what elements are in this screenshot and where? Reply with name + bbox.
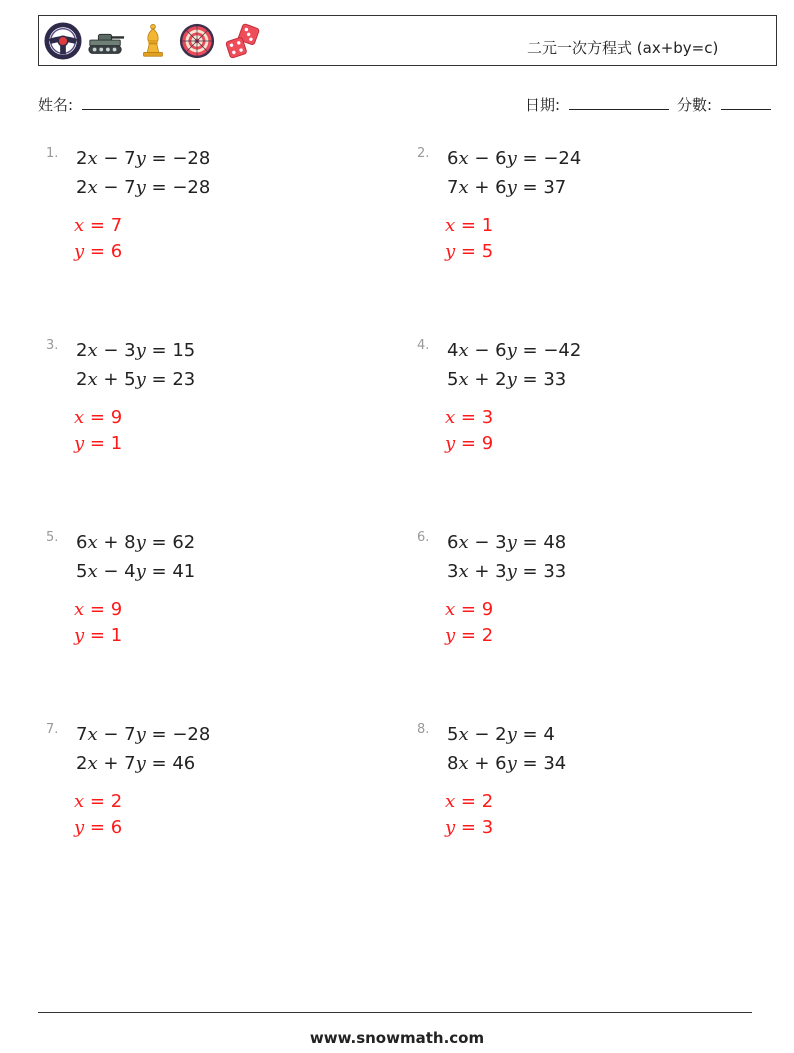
equation-2: 5x − 4y = 41 (76, 561, 196, 582)
coef-b: 7 (124, 724, 136, 745)
answer-y-value: 2 (481, 625, 494, 646)
constant: 33 (543, 561, 567, 582)
problem-number: 3. (46, 338, 59, 353)
constant: −28 (172, 724, 211, 745)
score-blank[interactable] (721, 95, 771, 110)
answer-x-value: 2 (481, 791, 494, 812)
answer-y-value: 1 (110, 433, 123, 454)
operator: − (474, 148, 490, 169)
answer-y: y = 9 (445, 433, 494, 454)
answer-x: x = 1 (445, 215, 494, 236)
worksheet-title: 二元一次方程式 (ax+by=c) (527, 39, 719, 57)
worksheet-header (38, 15, 777, 66)
coef-a: 7 (76, 724, 88, 745)
coef-b: 5 (124, 369, 136, 390)
coef-a: 5 (447, 724, 459, 745)
steering-wheel-icon (44, 22, 82, 60)
name-blank[interactable] (82, 95, 200, 110)
constant: 62 (172, 532, 196, 553)
coef-b: 2 (495, 724, 507, 745)
answer-x: x = 3 (445, 407, 494, 428)
operator: − (474, 724, 490, 745)
equation-2: 5x + 2y = 33 (447, 369, 567, 390)
answer-y-value: 1 (110, 625, 123, 646)
coef-b: 3 (124, 340, 136, 361)
coef-b: 4 (124, 561, 136, 582)
constant: 48 (543, 532, 567, 553)
date-blank[interactable] (569, 95, 669, 110)
answer-x-value: 3 (481, 407, 494, 428)
coef-a: 7 (447, 177, 459, 198)
equation-1: 2x − 3y = 15 (76, 340, 196, 361)
answer-y-value: 3 (481, 817, 494, 838)
answer-x-value: 7 (110, 215, 123, 236)
operator: + (103, 369, 119, 390)
answer-x: x = 7 (74, 215, 123, 236)
constant: −28 (172, 177, 211, 198)
operator: + (103, 753, 119, 774)
constant: 46 (172, 753, 196, 774)
constant: 34 (543, 753, 567, 774)
answer-x-value: 1 (481, 215, 494, 236)
answer-y: y = 5 (445, 241, 494, 262)
constant: −28 (172, 148, 211, 169)
coef-a: 6 (447, 532, 459, 553)
coef-a: 2 (76, 177, 88, 198)
answer-y-value: 9 (481, 433, 494, 454)
coef-a: 2 (76, 148, 88, 169)
answer-x: x = 9 (74, 407, 123, 428)
name-label: 姓名: (38, 96, 74, 114)
coef-a: 6 (447, 148, 459, 169)
equation-2: 2x − 7y = −28 (76, 177, 211, 198)
score-field (677, 94, 771, 115)
coef-b: 7 (124, 148, 136, 169)
equation-2: 2x + 7y = 46 (76, 753, 196, 774)
coef-a: 2 (76, 369, 88, 390)
answer-y-value: 6 (110, 817, 123, 838)
equation-1: 7x − 7y = −28 (76, 724, 211, 745)
chess-bishop-icon (134, 22, 172, 60)
problem-2 (417, 146, 717, 306)
dartboard-icon (178, 22, 216, 60)
coef-a: 8 (447, 753, 459, 774)
answer-y: y = 6 (74, 817, 123, 838)
coef-b: 6 (495, 753, 507, 774)
equation-1: 5x − 2y = 4 (447, 724, 555, 745)
answer-x: x = 9 (445, 599, 494, 620)
equation-2: 7x + 6y = 37 (447, 177, 567, 198)
operator: + (103, 532, 119, 553)
constant: 41 (172, 561, 196, 582)
date-label: 日期: (525, 96, 561, 114)
problem-number: 7. (46, 722, 59, 737)
equation-2: 2x + 5y = 23 (76, 369, 196, 390)
operator: + (474, 369, 490, 390)
answer-x-value: 9 (481, 599, 494, 620)
coef-b: 6 (495, 148, 507, 169)
equation-1: 6x − 6y = −24 (447, 148, 582, 169)
problem-number: 6. (417, 530, 430, 545)
problem-number: 1. (46, 146, 59, 161)
equation-2: 8x + 6y = 34 (447, 753, 567, 774)
constant: −24 (543, 148, 582, 169)
dice-icon (223, 22, 261, 60)
footer-divider (38, 1012, 752, 1013)
problem-number: 4. (417, 338, 430, 353)
operator: + (474, 561, 490, 582)
answer-x: x = 9 (74, 599, 123, 620)
coef-a: 3 (447, 561, 459, 582)
coef-b: 6 (495, 340, 507, 361)
coef-b: 3 (495, 561, 507, 582)
operator: − (103, 340, 119, 361)
equation-1: 4x − 6y = −42 (447, 340, 582, 361)
answer-y: y = 1 (74, 433, 123, 454)
coef-a: 5 (447, 369, 459, 390)
coef-b: 7 (124, 177, 136, 198)
coef-b: 6 (495, 177, 507, 198)
equation-1: 6x − 3y = 48 (447, 532, 567, 553)
equation-2: 3x + 3y = 33 (447, 561, 567, 582)
equation-1: 6x + 8y = 62 (76, 532, 196, 553)
operator: + (474, 177, 490, 198)
coef-b: 8 (124, 532, 136, 553)
problem-3 (46, 338, 346, 498)
answer-y: y = 1 (74, 625, 123, 646)
problem-8 (417, 722, 717, 882)
coef-a: 6 (76, 532, 88, 553)
answer-x: x = 2 (74, 791, 123, 812)
operator: − (474, 532, 490, 553)
constant: 15 (172, 340, 196, 361)
coef-a: 4 (447, 340, 459, 361)
answer-x: x = 2 (445, 791, 494, 812)
problem-number: 2. (417, 146, 430, 161)
coef-b: 7 (124, 753, 136, 774)
problem-5 (46, 530, 346, 690)
problem-number: 8. (417, 722, 430, 737)
coef-a: 2 (76, 753, 88, 774)
answer-y-value: 6 (110, 241, 123, 262)
equation-1: 2x − 7y = −28 (76, 148, 211, 169)
constant: 37 (543, 177, 567, 198)
answer-y: y = 2 (445, 625, 494, 646)
date-field (525, 94, 669, 115)
operator: − (103, 724, 119, 745)
constant: 33 (543, 369, 567, 390)
name-field (38, 94, 200, 115)
problem-7 (46, 722, 346, 882)
answer-y-value: 5 (481, 241, 494, 262)
operator: − (103, 177, 119, 198)
answer-x-value: 2 (110, 791, 123, 812)
score-label: 分數: (677, 96, 713, 114)
constant: −42 (543, 340, 582, 361)
answer-y: y = 6 (74, 241, 123, 262)
coef-b: 2 (495, 369, 507, 390)
answer-x-value: 9 (110, 407, 123, 428)
problem-6 (417, 530, 717, 690)
coef-a: 5 (76, 561, 88, 582)
problem-4 (417, 338, 717, 498)
constant: 23 (172, 369, 196, 390)
operator: + (474, 753, 490, 774)
operator: − (103, 148, 119, 169)
operator: − (474, 340, 490, 361)
answer-y: y = 3 (445, 817, 494, 838)
footer-url: www.snowmath.com (309, 1029, 485, 1047)
constant: 4 (543, 724, 555, 745)
coef-a: 2 (76, 340, 88, 361)
coef-b: 3 (495, 532, 507, 553)
problem-number: 5. (46, 530, 59, 545)
operator: − (103, 561, 119, 582)
problem-1 (46, 146, 346, 306)
tank-icon (87, 22, 125, 60)
answer-x-value: 9 (110, 599, 123, 620)
